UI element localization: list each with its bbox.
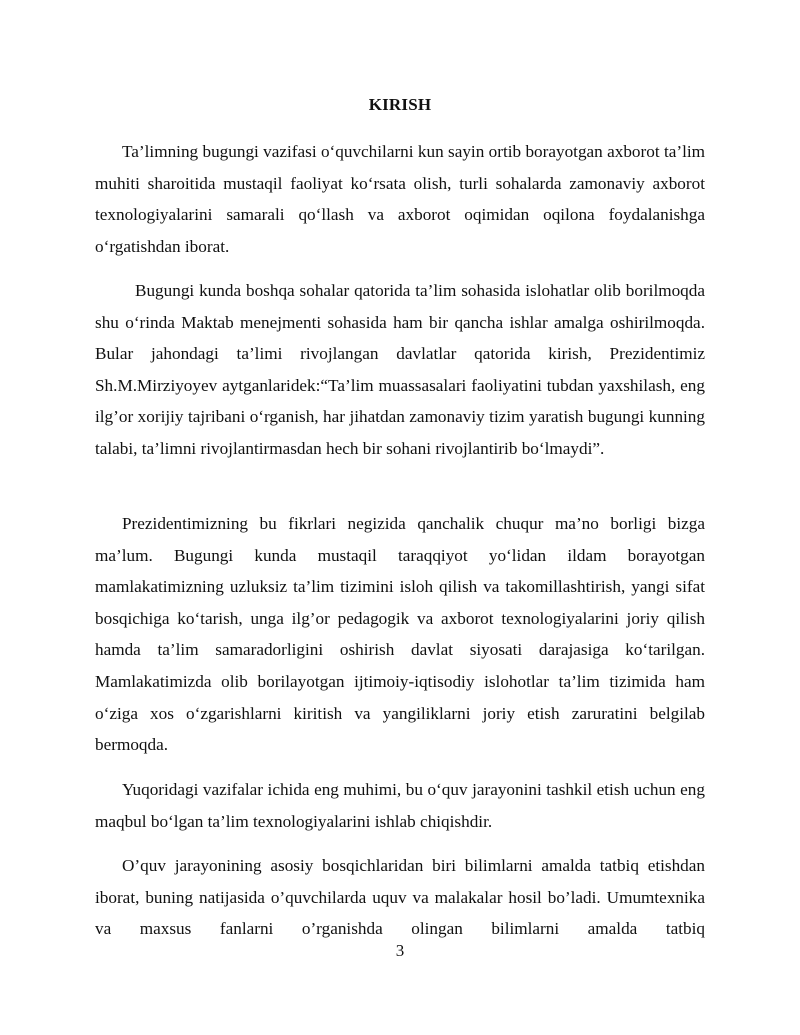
paragraph-1: Ta’limning bugungi vazifasi o‘quvchilarni kun sayin ortib borayotgan axborot ta’lim muhiti sharoitida mustaqil faoliyat ko‘rsata olish, turli sohalarda zamonaviy axborot texnologiyalarini samarali qo‘llash va axborot oqimidan oqilona foydalanishga o‘rgatishdan iborat. [95,142,705,256]
page-number: 3 [395,941,405,960]
paragraph-5: O’quv jarayonining asosiy bosqichlaridan biri bilimlarni amalda tatbiq etishdan iborat, buning natijasida o’quvchilarda uquv va malakalar hosil bo’ladi. Umumtexnika va maxsus fanlarni o’rganishda olingan bilimlarni amalda tatbiq [95,856,705,939]
paragraph-4: Yuqoridagi vazifalar ichida eng muhimi, bu o‘quv jarayonini tashkil etish uchun eng maqbul bo‘lgan ta’lim texnologiyalarini ishlab chiqishdir. [95,780,705,831]
paragraph-2: Bugungi kunda boshqa sohalar qatorida ta’lim sohasida islohatlar olib borilmoqda shu o‘rinda Maktab menejmenti sohasida ham bir qancha ishlar amalga oshirilmoqda. Bular jahondagi ta’limi rivojlangan davlatlar qatorida kirish, Prezidentimiz Sh.M.Mirziyoyev aytganlaridek:“Ta’lim muassasalari faoliyatini tubdan yaxshilash, eng ilg’or xorijiy tajribani o‘rganish, har jihatdan zamonaviy tizim yaratish bugungi kunning talabi, ta’limni rivojlantirmasdan hech bir sohani rivojlantirib bo‘lmaydi”. [95,281,705,458]
paragraph-3: Prezidentimizning bu fikrlari negizida qanchalik chuqur ma’no borligi bizga ma’lum. Bugungi kunda mustaqil taraqqiyot yo‘lidan ildam borayotgan mamlakatimizning uzluksiz ta’lim tizimini isloh qilish va takomillashtirish, yangi sifat bosqichiga ko‘tarish, unga ilg’or pedagogik va axborot texnologiyalarini joriy qilish hamda ta’lim samaradorligini oshirish davlat siyosati darajasiga ko‘tarilgan. Mamlakatimizda olib borilayotgan ijtimoiy-iqtisodiy islohotlar ta’lim tizimida ham o‘ziga xos o‘zgarishlarni kiritish va yangiliklarni joriy etish zaruratini belgilab bermoqda. [95,514,705,755]
section-title: KIRISH [368,95,432,114]
